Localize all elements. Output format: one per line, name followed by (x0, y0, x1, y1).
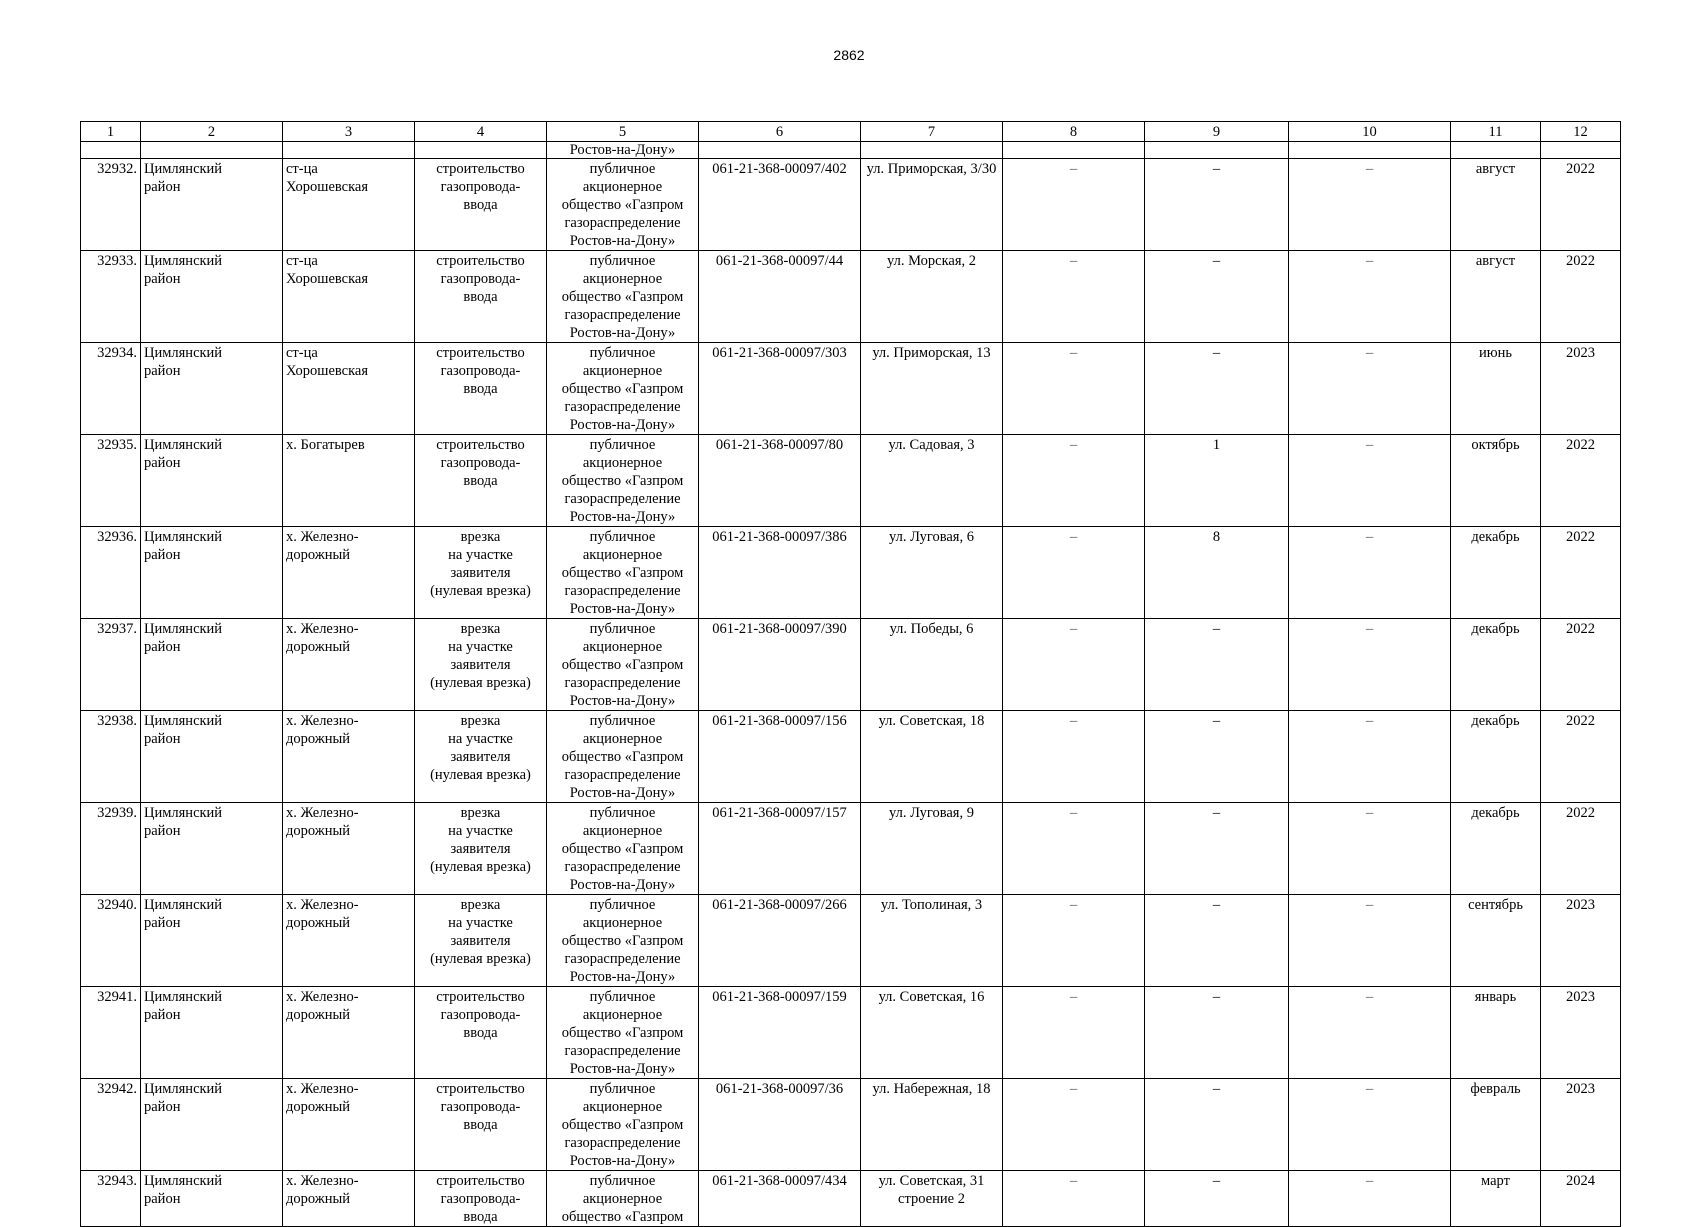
month-cell: август (1451, 251, 1541, 343)
work-type-cell: строительство газопровода- ввода (415, 159, 547, 251)
column-9-cell: – (1145, 251, 1289, 343)
column-10-cell: – (1289, 1171, 1451, 1227)
row-number-cell: 32941. (81, 987, 141, 1079)
address-cell: ул. Тополиная, 3 (861, 895, 1003, 987)
column-9-cell: – (1145, 159, 1289, 251)
organization-cell: публичное акционерное общество «Газпром газораспределение Ростов-на-Дону» (547, 711, 699, 803)
column-header: 1 (81, 122, 141, 142)
address-cell: ул. Советская, 31 строение 2 (861, 1171, 1003, 1227)
table-row (81, 343, 1621, 435)
column-9-cell: – (1145, 619, 1289, 711)
table-row (81, 1171, 1621, 1227)
year-cell: 2022 (1541, 435, 1621, 527)
settlement-cell: х. Железно- дорожный (283, 527, 415, 619)
year-cell: 2022 (1541, 803, 1621, 895)
address-cell: ул. Садовая, 3 (861, 435, 1003, 527)
column-header: 8 (1003, 122, 1145, 142)
year-cell: 2023 (1541, 987, 1621, 1079)
month-cell: декабрь (1451, 803, 1541, 895)
work-type-cell: строительство газопровода- ввода (415, 251, 547, 343)
month-cell: октябрь (1451, 435, 1541, 527)
work-type-cell: врезка на участке заявителя (нулевая врезка) (415, 711, 547, 803)
address-cell: ул. Морская, 2 (861, 251, 1003, 343)
work-type-cell: врезка на участке заявителя (нулевая врезка) (415, 619, 547, 711)
registry-code-cell: 061-21-368-00097/390 (699, 619, 861, 711)
address-cell: ул. Набережная, 18 (861, 1079, 1003, 1171)
year-cell: 2022 (1541, 711, 1621, 803)
column-9-cell: – (1145, 987, 1289, 1079)
year-cell: 2023 (1541, 343, 1621, 435)
table-row (81, 159, 1621, 251)
settlement-cell: х. Железно- дорожный (283, 895, 415, 987)
registry-table (80, 121, 1621, 1227)
organization-cell: публичное акционерное общество «Газпром газораспределение Ростов-на-Дону» (547, 343, 699, 435)
address-cell: ул. Луговая, 6 (861, 527, 1003, 619)
organization-cell: публичное акционерное общество «Газпром газораспределение Ростов-на-Дону» (547, 987, 699, 1079)
column-9-cell: – (1145, 1171, 1289, 1227)
registry-code-cell: 061-21-368-00097/156 (699, 711, 861, 803)
year-cell: 2022 (1541, 527, 1621, 619)
year-cell: 2023 (1541, 895, 1621, 987)
row-number-cell: 32940. (81, 895, 141, 987)
district-cell: Цимлянский район (141, 343, 283, 435)
row-number-cell: 32939. (81, 803, 141, 895)
district-cell: Цимлянский район (141, 435, 283, 527)
table-row (81, 251, 1621, 343)
column-8-cell: – (1003, 251, 1145, 343)
month-cell: сентябрь (1451, 895, 1541, 987)
settlement-cell: х. Богатырев (283, 435, 415, 527)
organization-cell: публичное акционерное общество «Газпром газораспределение Ростов-на-Дону» (547, 803, 699, 895)
column-10-cell: – (1289, 159, 1451, 251)
column-10-cell: – (1289, 435, 1451, 527)
table-row (81, 803, 1621, 895)
row-number-cell: 32938. (81, 711, 141, 803)
row-number-cell: 32932. (81, 159, 141, 251)
settlement-cell: х. Железно- дорожный (283, 619, 415, 711)
settlement-cell: х. Железно- дорожный (283, 1171, 415, 1227)
column-8-cell: – (1003, 803, 1145, 895)
registry-code-cell: 061-21-368-00097/157 (699, 803, 861, 895)
address-cell: ул. Приморская, 3/30 (861, 159, 1003, 251)
organization-cell: публичное акционерное общество «Газпром газораспределение Ростов-на-Дону» (547, 1079, 699, 1171)
registry-code-cell: 061-21-368-00097/402 (699, 159, 861, 251)
column-8-cell: – (1003, 1171, 1145, 1227)
table-row (81, 987, 1621, 1079)
work-type-cell: строительство газопровода- ввода (415, 1171, 547, 1227)
column-10-cell: – (1289, 619, 1451, 711)
district-cell: Цимлянский район (141, 619, 283, 711)
year-cell: 2023 (1541, 1079, 1621, 1171)
column-9-cell: 8 (1145, 527, 1289, 619)
column-header: 12 (1541, 122, 1621, 142)
row-number-cell: 32937. (81, 619, 141, 711)
district-cell: Цимлянский район (141, 159, 283, 251)
settlement-cell: ст-ца Хорошевская (283, 251, 415, 343)
column-10-cell: – (1289, 343, 1451, 435)
organization-cell: публичное акционерное общество «Газпром газораспределение Ростов-на-Дону» (547, 895, 699, 987)
month-cell: март (1451, 1171, 1541, 1227)
settlement-cell: х. Железно- дорожный (283, 987, 415, 1079)
address-cell: ул. Приморская, 13 (861, 343, 1003, 435)
year-cell: 2022 (1541, 159, 1621, 251)
year-cell: 2022 (1541, 619, 1621, 711)
table-body (81, 142, 1621, 1227)
column-header: 4 (415, 122, 547, 142)
row-number-cell: 32943. (81, 1171, 141, 1227)
column-10-cell: – (1289, 1079, 1451, 1171)
settlement-cell: х. Железно- дорожный (283, 711, 415, 803)
column-10-cell: – (1289, 895, 1451, 987)
organization-cell: публичное акционерное общество «Газпром газораспределение Ростов-на-Дону» (547, 251, 699, 343)
column-10-cell: – (1289, 527, 1451, 619)
work-type-cell: врезка на участке заявителя (нулевая врезка) (415, 527, 547, 619)
month-cell: июнь (1451, 343, 1541, 435)
column-8-cell: – (1003, 895, 1145, 987)
column-9-cell: – (1145, 1079, 1289, 1171)
continuation-row (81, 142, 1621, 159)
column-9-cell: – (1145, 803, 1289, 895)
registry-code-cell: 061-21-368-00097/386 (699, 527, 861, 619)
column-8-cell: – (1003, 619, 1145, 711)
work-type-cell: врезка на участке заявителя (нулевая врезка) (415, 803, 547, 895)
column-header: 10 (1289, 122, 1451, 142)
row-number-cell: 32942. (81, 1079, 141, 1171)
district-cell: Цимлянский район (141, 1171, 283, 1227)
registry-code-cell: 061-21-368-00097/80 (699, 435, 861, 527)
table-row (81, 711, 1621, 803)
month-cell: декабрь (1451, 619, 1541, 711)
column-8-cell: – (1003, 159, 1145, 251)
registry-code-cell: 061-21-368-00097/303 (699, 343, 861, 435)
address-cell: ул. Советская, 16 (861, 987, 1003, 1079)
district-cell: Цимлянский район (141, 251, 283, 343)
column-9-cell: – (1145, 895, 1289, 987)
month-cell: август (1451, 159, 1541, 251)
work-type-cell: строительство газопровода- ввода (415, 987, 547, 1079)
column-8-cell: – (1003, 1079, 1145, 1171)
table-row (81, 527, 1621, 619)
column-8-cell: – (1003, 987, 1145, 1079)
row-number-cell: 32935. (81, 435, 141, 527)
row-number-cell: 32934. (81, 343, 141, 435)
month-cell: январь (1451, 987, 1541, 1079)
address-cell: ул. Луговая, 9 (861, 803, 1003, 895)
column-header: 11 (1451, 122, 1541, 142)
district-cell: Цимлянский район (141, 711, 283, 803)
settlement-cell: х. Железно- дорожный (283, 803, 415, 895)
row-number-cell: 32933. (81, 251, 141, 343)
organization-cell: публичное акционерное общество «Газпром газораспределение Ростов-на-Дону» (547, 435, 699, 527)
registry-code-cell: 061-21-368-00097/434 (699, 1171, 861, 1227)
district-cell: Цимлянский район (141, 527, 283, 619)
column-10-cell: – (1289, 803, 1451, 895)
table-row (81, 435, 1621, 527)
district-cell: Цимлянский район (141, 987, 283, 1079)
column-8-cell: – (1003, 343, 1145, 435)
table-header (81, 122, 1621, 142)
registry-code-cell: 061-21-368-00097/159 (699, 987, 861, 1079)
table-row (81, 1079, 1621, 1171)
work-type-cell: строительство газопровода- ввода (415, 1079, 547, 1171)
address-cell: ул. Победы, 6 (861, 619, 1003, 711)
work-type-cell: строительство газопровода- ввода (415, 435, 547, 527)
column-header: 3 (283, 122, 415, 142)
district-cell: Цимлянский район (141, 1079, 283, 1171)
continuation-org-cell: Ростов-на-Дону» (547, 142, 699, 159)
work-type-cell: врезка на участке заявителя (нулевая врезка) (415, 895, 547, 987)
district-cell: Цимлянский район (141, 803, 283, 895)
address-cell: ул. Советская, 18 (861, 711, 1003, 803)
organization-cell: публичное акционерное общество «Газпром (547, 1171, 699, 1227)
organization-cell: публичное акционерное общество «Газпром газораспределение Ростов-на-Дону» (547, 527, 699, 619)
column-9-cell: – (1145, 711, 1289, 803)
page-number: 2862 (833, 47, 865, 63)
registry-code-cell: 061-21-368-00097/266 (699, 895, 861, 987)
column-8-cell: – (1003, 527, 1145, 619)
table-row (81, 619, 1621, 711)
settlement-cell: ст-ца Хорошевская (283, 343, 415, 435)
organization-cell: публичное акционерное общество «Газпром газораспределение Ростов-на-Дону» (547, 159, 699, 251)
year-cell: 2024 (1541, 1171, 1621, 1227)
column-header: 9 (1145, 122, 1289, 142)
work-type-cell: строительство газопровода- ввода (415, 343, 547, 435)
column-8-cell: – (1003, 435, 1145, 527)
month-cell: декабрь (1451, 527, 1541, 619)
column-10-cell: – (1289, 711, 1451, 803)
month-cell: февраль (1451, 1079, 1541, 1171)
column-header: 5 (547, 122, 699, 142)
organization-cell: публичное акционерное общество «Газпром газораспределение Ростов-на-Дону» (547, 619, 699, 711)
settlement-cell: ст-ца Хорошевская (283, 159, 415, 251)
column-10-cell: – (1289, 987, 1451, 1079)
row-number-cell: 32936. (81, 527, 141, 619)
column-10-cell: – (1289, 251, 1451, 343)
table-row (81, 895, 1621, 987)
column-header: 6 (699, 122, 861, 142)
column-8-cell: – (1003, 711, 1145, 803)
column-header: 2 (141, 122, 283, 142)
settlement-cell: х. Железно- дорожный (283, 1079, 415, 1171)
month-cell: декабрь (1451, 711, 1541, 803)
district-cell: Цимлянский район (141, 895, 283, 987)
column-9-cell: 1 (1145, 435, 1289, 527)
column-header: 7 (861, 122, 1003, 142)
registry-code-cell: 061-21-368-00097/44 (699, 251, 861, 343)
column-9-cell: – (1145, 343, 1289, 435)
registry-code-cell: 061-21-368-00097/36 (699, 1079, 861, 1171)
year-cell: 2022 (1541, 251, 1621, 343)
